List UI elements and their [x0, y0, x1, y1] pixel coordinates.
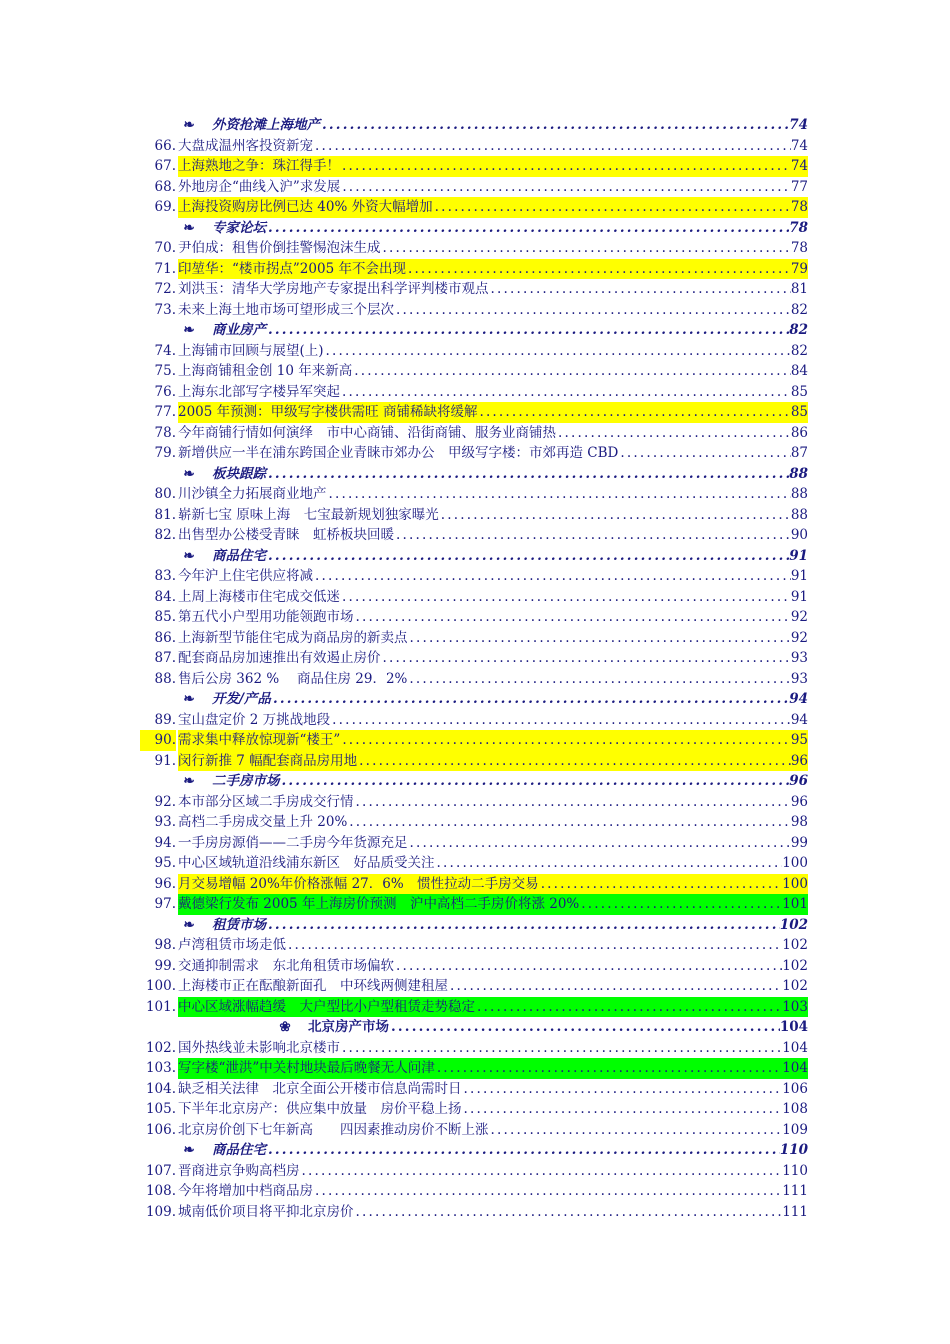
- toc-section-heading: [140, 320, 808, 341]
- toc-entry: [140, 607, 808, 628]
- toc-title: 今年沪上住宅供应将减: [178, 568, 313, 584]
- toc-entry: [140, 1038, 808, 1059]
- toc-entry: [140, 935, 808, 956]
- toc-section-heading: [140, 771, 808, 792]
- toc-title: 上海东北部写字楼异军突起: [178, 383, 340, 400]
- toc-title: 本市部分区域二手房成交行情: [178, 793, 354, 810]
- toc-page-number: 91: [790, 588, 808, 605]
- dot-leader: [357, 751, 791, 772]
- toc-page-number: 111: [782, 1203, 808, 1220]
- dot-leader: [324, 341, 791, 362]
- toc-title: 戴德梁行发布 2005 年上海房价预测 沪中高档二手房价将涨 20%: [178, 896, 580, 912]
- dot-leader: [408, 833, 791, 854]
- leaf-bullet-icon: ❧: [183, 1142, 195, 1158]
- toc-entry: [140, 894, 808, 915]
- toc-major-heading: [140, 1017, 808, 1038]
- toc-page-number: 108: [782, 1101, 808, 1117]
- dot-leader: [556, 423, 791, 444]
- toc-entry: [140, 669, 808, 690]
- toc-title: 下半年北京房产：供应集中放量 房价平稳上扬: [178, 1101, 462, 1117]
- toc-page-number: 95: [790, 732, 808, 748]
- toc-page-number: 103: [782, 998, 808, 1015]
- toc-entry-number: 77.: [154, 404, 176, 420]
- toc-entry-number: 107.: [145, 1162, 176, 1179]
- toc-page-number: 82: [790, 301, 808, 318]
- toc-title: 售后公房 362 % 商品住房 29．2%: [178, 670, 408, 687]
- leaf-bullet-icon: ❧: [183, 219, 195, 236]
- toc-entry: [140, 710, 808, 731]
- dot-leader: [406, 259, 791, 280]
- toc-entry-number: 93.: [154, 814, 176, 830]
- dot-leader: [266, 546, 789, 567]
- toc-entry: [140, 156, 808, 177]
- toc-title: 外地房企“曲线入沪”求发展: [178, 178, 341, 195]
- toc-title: 商品住宅: [212, 547, 266, 564]
- dot-leader: [477, 402, 790, 423]
- toc-title: 刘洪玉：清华大学房地产专家提出科学评判楼市观点: [178, 281, 489, 297]
- toc-entry-number: 66.: [154, 137, 176, 154]
- toc-entry: [140, 751, 808, 772]
- dot-leader: [439, 505, 791, 526]
- toc-entry: [140, 1181, 808, 1202]
- toc-entry: [140, 238, 808, 259]
- toc-entry-number: 80.: [154, 486, 176, 502]
- toc-entry: [140, 628, 808, 649]
- toc-page-number: 104: [782, 1060, 808, 1076]
- toc-title: 上海投资购房比例已达 40% 外资大幅增加: [178, 199, 433, 215]
- toc-title: 崭新七宝 原味上海 七宝最新规划独家曝光: [178, 506, 439, 523]
- leaf-bullet-icon: ❧: [183, 691, 195, 707]
- toc-title: 中心区域轨道沿线浦东新区 好品质受关注: [178, 855, 435, 871]
- toc-page-number: 110: [782, 1162, 808, 1179]
- dot-leader: [340, 1038, 782, 1059]
- toc-page-number: 87: [790, 445, 808, 461]
- toc-title: 上周上海楼市住宅成交低迷: [178, 588, 340, 605]
- toc-entry-number: 103.: [145, 1060, 176, 1076]
- toc-entry: [140, 484, 808, 505]
- toc-title: 未来上海土地市场可望形成三个层次: [178, 301, 394, 318]
- toc-entry-number: 86.: [154, 629, 176, 646]
- toc-entry: [140, 566, 808, 587]
- toc-page-number: 78: [790, 199, 808, 215]
- dot-leader: [408, 628, 791, 649]
- dot-leader: [266, 1140, 780, 1161]
- toc-title: 北京房价创下七年新高 四因素推动房价不断上涨: [178, 1121, 489, 1138]
- toc-page-number: 93: [790, 650, 808, 666]
- toc-entry: [140, 197, 808, 218]
- dot-leader: [340, 587, 791, 608]
- toc-entry-number: 72.: [154, 281, 176, 297]
- toc-title: 缺乏相关法律 北京全面公开楼市信息尚需时日: [178, 1080, 462, 1097]
- toc-entry: [140, 874, 808, 895]
- dot-leader: [300, 1161, 783, 1182]
- toc-title: 上海熟地之争：珠江得手！: [178, 158, 340, 174]
- toc-page-number: 111: [782, 1183, 808, 1199]
- dot-leader: [320, 115, 789, 136]
- toc-page-number: 99: [790, 834, 808, 851]
- toc-title: 商品住宅: [212, 1142, 266, 1158]
- toc-entry-number: 95.: [154, 855, 176, 871]
- toc-entry: [140, 443, 808, 464]
- toc-section-heading: [140, 546, 808, 567]
- toc-title: 闵行新推 7 幅配套商品房用地: [178, 752, 358, 769]
- toc-entry: [140, 730, 808, 751]
- toc-page-number: 74: [790, 158, 808, 174]
- toc-section-heading: [140, 218, 808, 239]
- dot-leader: [330, 710, 791, 731]
- toc-page-number: 102: [782, 937, 808, 953]
- toc-page-number: 91: [789, 547, 808, 564]
- toc-page-number: 86: [790, 424, 808, 441]
- toc-page-number: 98: [790, 814, 808, 830]
- toc-entry-number: 73.: [154, 301, 176, 318]
- toc-entry-number: 92.: [154, 793, 176, 810]
- toc-page-number: 88: [790, 486, 808, 502]
- toc-page-number: 78: [790, 240, 808, 256]
- toc-entry-number: 82.: [154, 527, 176, 543]
- toc-section-heading: [140, 689, 808, 710]
- toc-entry-number: 106.: [145, 1121, 176, 1138]
- toc-page-number: 85: [790, 383, 808, 400]
- toc-page-number: 109: [782, 1121, 808, 1138]
- toc-entry: [140, 423, 808, 444]
- dot-leader: [352, 361, 791, 382]
- dot-leader: [340, 730, 791, 751]
- toc-page-number: 93: [790, 670, 808, 687]
- dot-leader: [389, 1017, 780, 1038]
- toc-title: 尹伯成：租售价倒挂警惕泡沫生成: [178, 240, 381, 256]
- toc-entry-number: 102.: [145, 1039, 176, 1056]
- toc-entry: [140, 812, 808, 833]
- toc-section-heading: [140, 1140, 808, 1161]
- toc-title: 晋商进京争购高档房: [178, 1162, 300, 1179]
- toc-page-number: 104: [782, 1039, 808, 1056]
- toc-entry: [140, 997, 808, 1018]
- toc-title: 二手房市场: [212, 773, 280, 789]
- toc-entry-number: 91.: [154, 752, 176, 769]
- dot-leader: [394, 525, 791, 546]
- dot-leader: [489, 279, 791, 300]
- toc-entry: [140, 1161, 808, 1182]
- toc-entry: [140, 1202, 808, 1223]
- toc-entry: [140, 792, 808, 813]
- toc-page-number: 101: [782, 896, 808, 912]
- leaf-bullet-icon: ❧: [183, 916, 195, 933]
- leaf-bullet-icon: ❧: [183, 322, 195, 338]
- toc-title: 写字楼“泄洪”中关村地块最后晚餐无人问津: [178, 1060, 435, 1076]
- dot-leader: [618, 443, 790, 464]
- toc-entry-number: 74.: [154, 342, 176, 359]
- toc-entry: [140, 505, 808, 526]
- toc-section-heading: [140, 915, 808, 936]
- toc-entry-number: 75.: [154, 363, 176, 379]
- toc-entry-number: 100.: [145, 978, 176, 994]
- toc-title: 卢湾租赁市场走低: [178, 937, 286, 953]
- toc-entry-number: 68.: [154, 178, 176, 195]
- toc-page-number: 110: [779, 1142, 808, 1158]
- toc-page-number: 96: [790, 793, 808, 810]
- toc-entry: [140, 525, 808, 546]
- dot-leader: [313, 136, 791, 157]
- toc-entry-number: 67.: [154, 158, 176, 174]
- toc-title: 需求集中释放惊现新“楼王”: [178, 732, 341, 748]
- dot-leader: [266, 218, 789, 239]
- toc-page-number: 102: [779, 916, 808, 933]
- toc-page-number: 82: [790, 342, 808, 359]
- dot-leader: [266, 915, 780, 936]
- toc-entry: [140, 1058, 808, 1079]
- dot-leader: [539, 874, 783, 895]
- toc-title: 租赁市场: [212, 916, 266, 933]
- toc-entry-number: 81.: [154, 506, 176, 523]
- toc-title: 外资抢滩上海地产: [212, 117, 320, 133]
- dot-leader: [266, 464, 789, 485]
- toc-entry-number: 79.: [154, 445, 176, 461]
- toc-entry-number: 88.: [154, 670, 176, 687]
- dot-leader: [286, 935, 782, 956]
- toc-title: 中心区域涨幅趋缓 大户型比小户型租赁走势稳定: [178, 998, 475, 1015]
- toc-page-number: 96: [789, 773, 808, 789]
- toc-entry-number: 83.: [154, 568, 176, 584]
- leaf-bullet-icon: ❧: [183, 773, 195, 789]
- toc-entry-number: 98.: [154, 937, 176, 953]
- toc-page-number: 81: [790, 281, 808, 297]
- toc-entry-number: 105.: [145, 1101, 176, 1117]
- toc-title: 川沙镇全力拓展商业地产: [178, 486, 327, 502]
- toc-entry-number: 89.: [154, 711, 176, 728]
- dot-leader: [407, 669, 790, 690]
- toc-title: 交通抑制需求 东北角租赁市场偏软: [178, 957, 394, 974]
- toc-title: 第五代小户型用功能领跑市场: [178, 609, 354, 625]
- dot-leader: [394, 956, 782, 977]
- toc-title: 印堃华：“楼市拐点”2005 年不会出现: [178, 260, 406, 277]
- toc-entry-number: 78.: [154, 424, 176, 441]
- dot-leader: [340, 382, 791, 403]
- dot-leader: [340, 156, 791, 177]
- toc-page-number: 91: [790, 568, 808, 584]
- toc-page-number: 102: [782, 978, 808, 994]
- dot-leader: [381, 238, 791, 259]
- toc-entry: [140, 1079, 808, 1100]
- toc-title: 出售型办公楼受青睐 虹桥板块回暖: [178, 527, 394, 543]
- toc-title: 新增供应一半在浦东跨国企业青睐市郊办公 甲级写字楼：市郊再造 CBD: [178, 445, 619, 461]
- toc-title: 月交易增幅 20%年价格涨幅 27．6% 惯性拉动二手房交易: [178, 875, 539, 892]
- toc-title: 上海铺市回顾与展望(上): [178, 342, 324, 359]
- toc-page-number: 94: [790, 711, 808, 728]
- dot-leader: [448, 976, 782, 997]
- dot-leader: [462, 1079, 783, 1100]
- dot-leader: [394, 300, 791, 321]
- toc-entry-number: 90.: [140, 730, 176, 751]
- toc-title: 一手房房源俏——二手房今年货源充足: [178, 834, 408, 851]
- toc-page-number: 90: [790, 527, 808, 543]
- dot-leader: [280, 771, 790, 792]
- dot-leader: [340, 177, 791, 198]
- toc-title: 开发/产品: [212, 691, 271, 707]
- toc-entry: [140, 136, 808, 157]
- toc-entry-number: 69.: [154, 199, 176, 215]
- toc-entry: [140, 341, 808, 362]
- toc-entry: [140, 300, 808, 321]
- toc-title: 板块跟踪: [212, 465, 266, 482]
- toc-entry-number: 108.: [145, 1183, 176, 1199]
- toc-title: 城南低价项目将平抑北京房价: [178, 1203, 354, 1220]
- toc-page-number: 106: [782, 1080, 808, 1097]
- toc-entry: [140, 1099, 808, 1120]
- toc-title: 今年将增加中档商品房: [178, 1183, 313, 1199]
- toc-entry: [140, 833, 808, 854]
- toc-entry-number: 96.: [154, 875, 176, 892]
- toc-entry-number: 97.: [154, 896, 176, 912]
- dot-leader: [475, 997, 782, 1018]
- toc-entry: [140, 361, 808, 382]
- dot-leader: [347, 812, 791, 833]
- toc-page-number: 94: [789, 691, 808, 707]
- toc-entry: [140, 402, 808, 423]
- toc-title: 宝山盘定价 2 万挑战地段: [178, 711, 331, 728]
- toc-page-number: 104: [779, 1019, 808, 1035]
- toc-page-number: 78: [789, 219, 808, 236]
- toc-title: 上海楼市正在酝酿新面孔 中环线两侧建租屋: [178, 978, 448, 994]
- toc-entry: [140, 279, 808, 300]
- toc-page-number: 92: [790, 629, 808, 646]
- toc-title: 今年商铺行情如何演绎 市中心商铺、沿街商铺、服务业商铺热: [178, 424, 556, 441]
- dot-leader: [266, 320, 789, 341]
- toc-page-number: 92: [790, 609, 808, 625]
- dot-leader: [433, 197, 791, 218]
- toc-page-number: 100: [782, 875, 808, 892]
- toc-title: 高档二手房成交量上升 20%: [178, 814, 348, 830]
- toc-entry-number: 87.: [154, 650, 176, 666]
- toc-entry: [140, 587, 808, 608]
- table-of-contents: [140, 115, 808, 1222]
- toc-title: 上海新型节能住宅成为商品房的新卖点: [178, 629, 408, 646]
- dot-leader: [579, 894, 782, 915]
- dot-leader: [271, 689, 789, 710]
- toc-title: 专家论坛: [212, 219, 266, 236]
- toc-entry-number: 84.: [154, 588, 176, 605]
- toc-page-number: 102: [782, 957, 808, 974]
- toc-entry-number: 99.: [154, 957, 176, 974]
- toc-entry-number: 101.: [145, 998, 176, 1015]
- toc-page-number: 96: [790, 752, 808, 769]
- toc-entry-number: 76.: [154, 383, 176, 400]
- toc-entry-number: 109.: [145, 1203, 176, 1220]
- toc-entry: [140, 648, 808, 669]
- toc-entry-number: 104.: [145, 1080, 176, 1097]
- toc-page-number: 85: [790, 404, 808, 420]
- dot-leader: [313, 566, 791, 587]
- leaf-bullet-icon: ❧: [183, 547, 195, 564]
- toc-title: 上海商铺租金创 10 年来新高: [178, 363, 353, 379]
- toc-section-heading: [140, 115, 808, 136]
- dot-leader: [354, 607, 791, 628]
- toc-entry-number: 94.: [154, 834, 176, 851]
- toc-entry-number: 71.: [154, 260, 176, 277]
- toc-entry: [140, 853, 808, 874]
- toc-title: 国外热线並未影响北京楼市: [178, 1039, 340, 1056]
- toc-title: 商业房产: [212, 322, 266, 338]
- dot-leader: [435, 853, 783, 874]
- toc-title: 配套商品房加速推出有效遏止房价: [178, 650, 381, 666]
- toc-page-number: 74: [789, 117, 808, 133]
- toc-entry: [140, 956, 808, 977]
- toc-page-number: 79: [790, 260, 808, 277]
- dot-leader: [381, 648, 791, 669]
- dot-leader: [354, 1202, 783, 1223]
- flower-bullet-icon: ❀: [279, 1019, 291, 1035]
- toc-entry: [140, 1120, 808, 1141]
- toc-entry-number: 70.: [154, 240, 176, 256]
- toc-title: 2005 年预测：甲级写字楼供需旺 商铺稀缺将缓解: [178, 404, 478, 420]
- toc-page-number: 100: [782, 855, 808, 871]
- toc-page-number: 74: [790, 137, 808, 154]
- dot-leader: [313, 1181, 782, 1202]
- toc-title: 大盘成温州客投资新宠: [178, 137, 313, 154]
- dot-leader: [435, 1058, 782, 1079]
- toc-title: 北京房产市场: [308, 1019, 389, 1035]
- dot-leader: [354, 792, 791, 813]
- toc-page-number: 84: [790, 363, 808, 379]
- toc-entry: [140, 177, 808, 198]
- dot-leader: [327, 484, 791, 505]
- toc-page-number: 88: [789, 465, 808, 482]
- toc-entry: [140, 382, 808, 403]
- toc-entry: [140, 259, 808, 280]
- toc-entry-number: 85.: [154, 609, 176, 625]
- leaf-bullet-icon: ❧: [183, 465, 195, 482]
- toc-section-heading: [140, 464, 808, 485]
- dot-leader: [489, 1120, 783, 1141]
- toc-entry: [140, 976, 808, 997]
- toc-page-number: 77: [790, 178, 808, 195]
- toc-page-number: 88: [790, 506, 808, 523]
- leaf-bullet-icon: ❧: [183, 117, 195, 133]
- toc-page-number: 82: [789, 322, 808, 338]
- dot-leader: [462, 1099, 783, 1120]
